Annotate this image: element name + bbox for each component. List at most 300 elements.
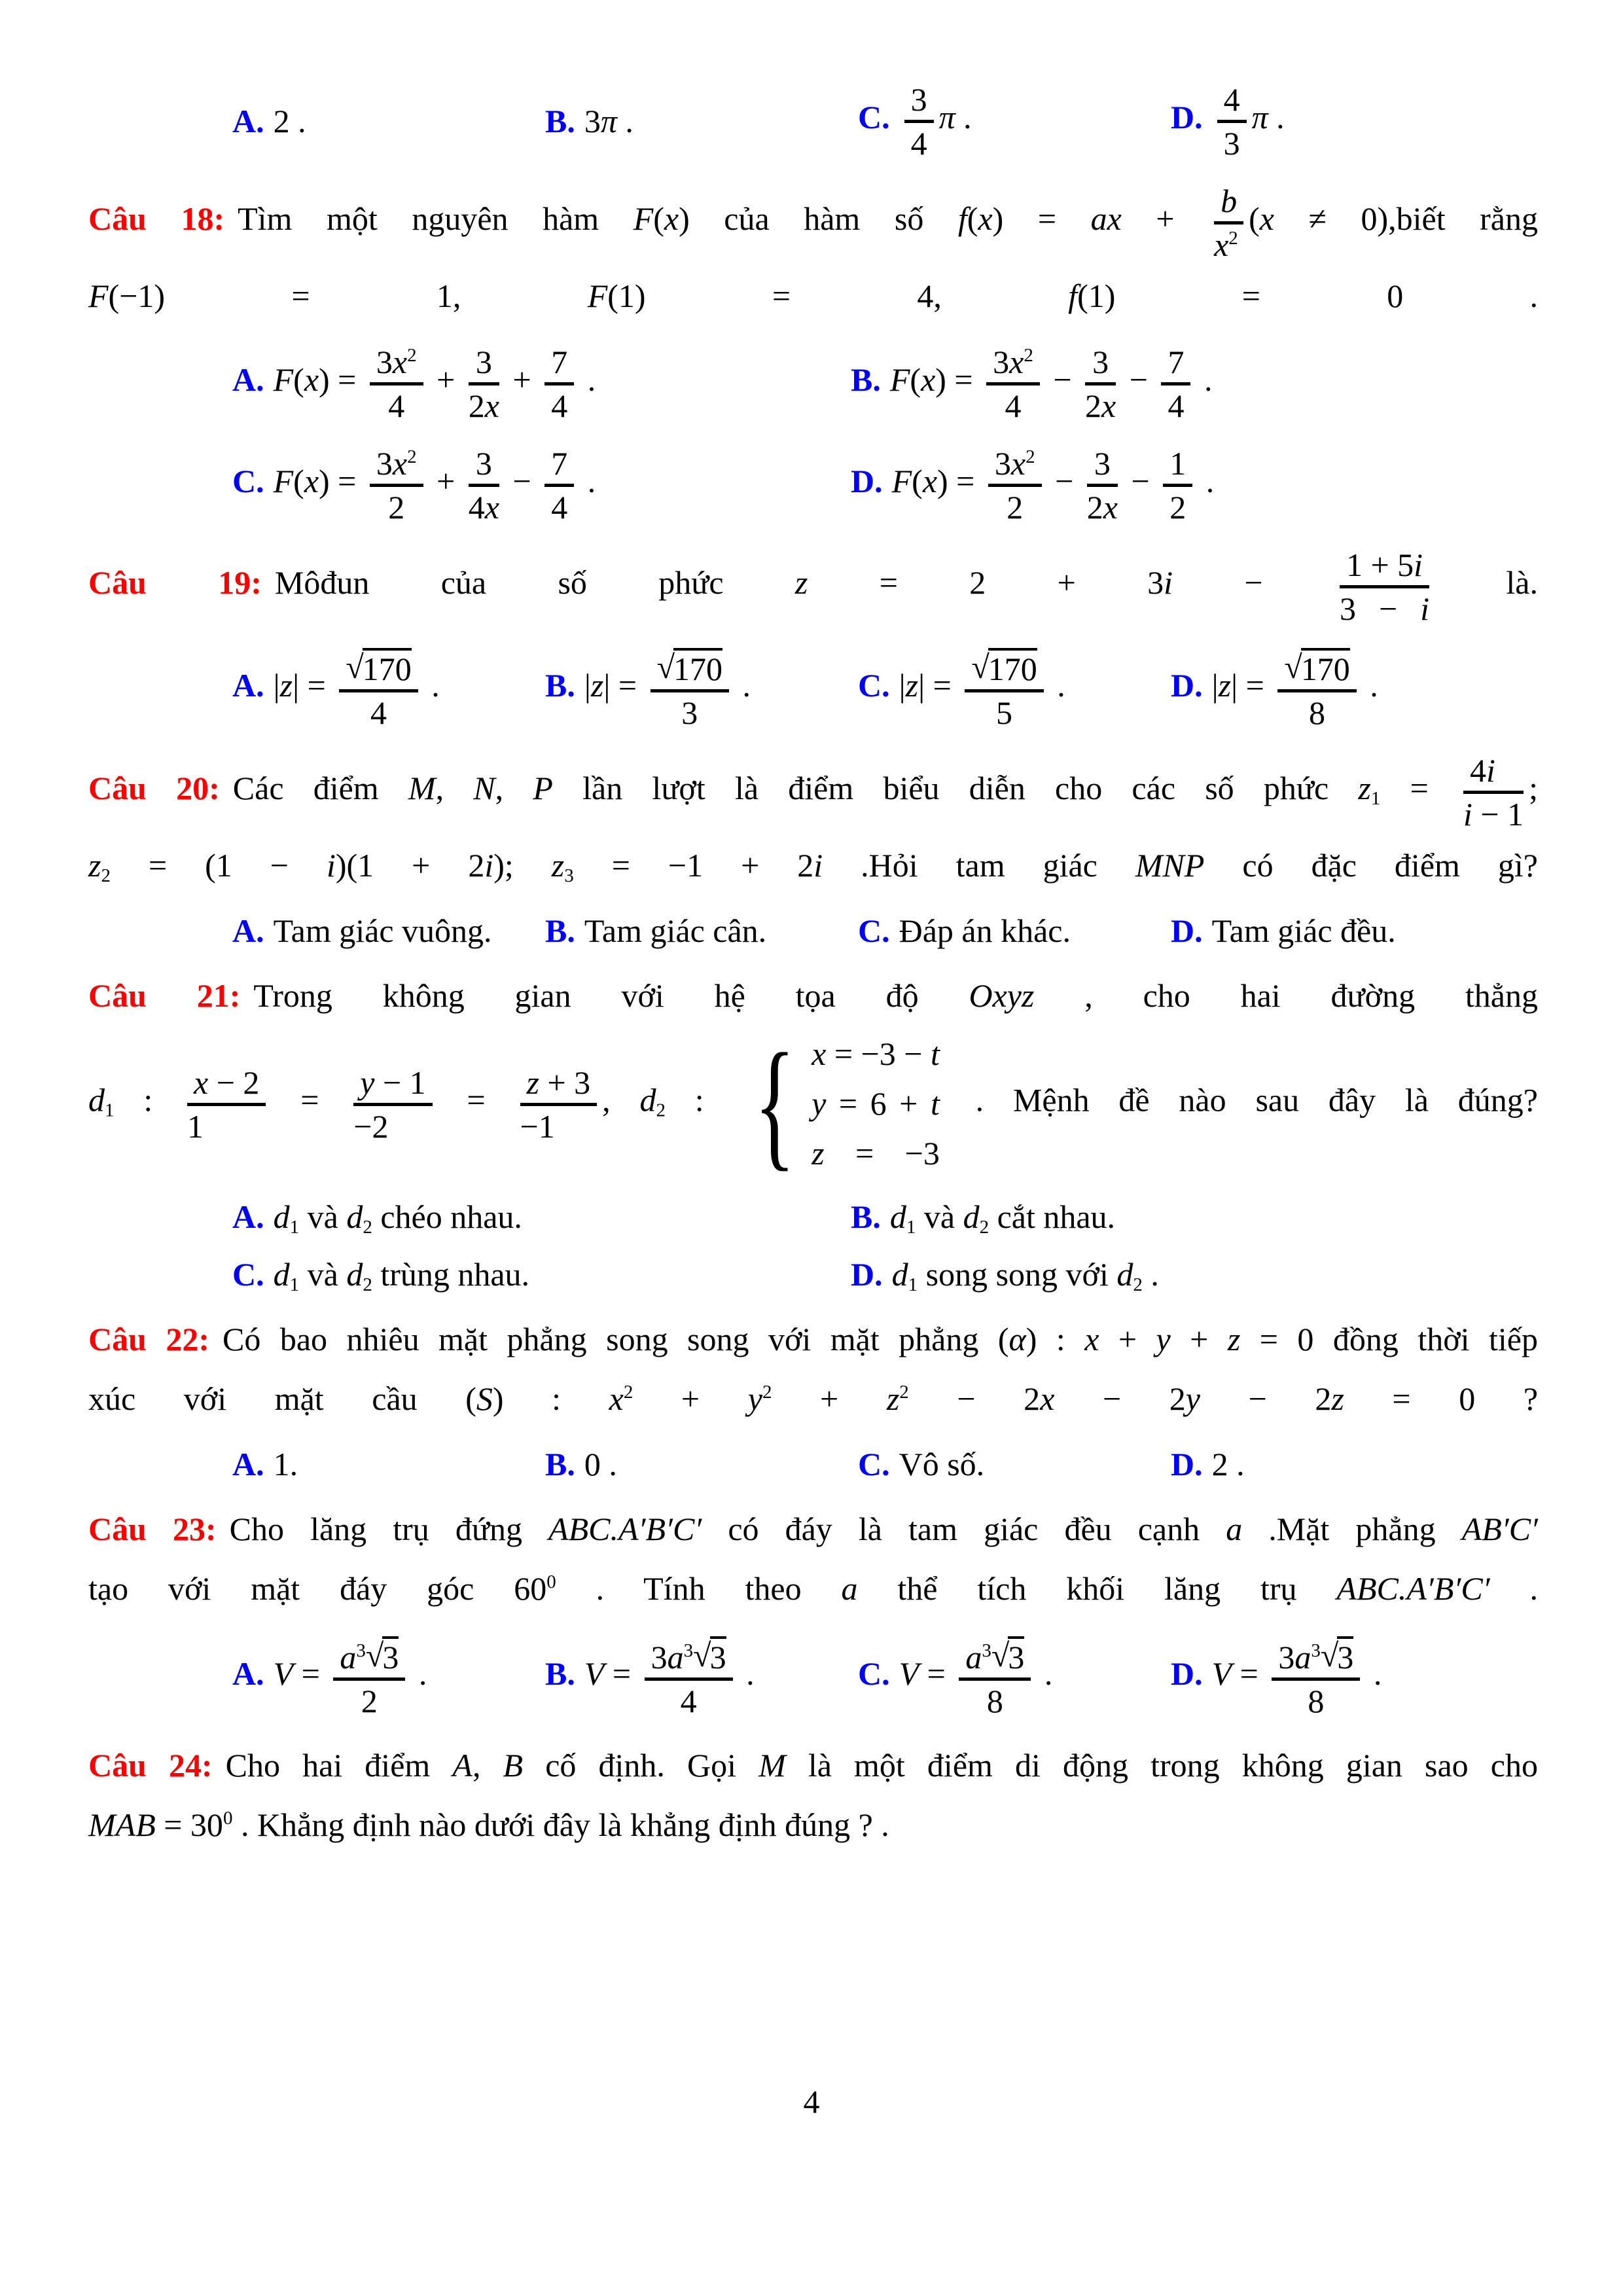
- fraction-denominator: [1087, 487, 1118, 526]
- math-text: −: [504, 462, 540, 499]
- math-variable: ABC.A′B′C′: [548, 1511, 702, 1547]
- math-text: − 2: [908, 1380, 1041, 1417]
- math-text: =: [919, 1655, 954, 1692]
- math-variable: z: [1358, 769, 1371, 806]
- fraction-denominator: [339, 692, 418, 731]
- radical-sign: √: [693, 1637, 711, 1674]
- math-variable: d: [273, 1198, 290, 1235]
- math-variable: x: [392, 445, 408, 482]
- math-text: Tam giác đều.: [1211, 912, 1396, 949]
- math-text: +: [504, 361, 540, 398]
- math-variable: x: [304, 361, 319, 398]
- math-text: ) của hàm số: [679, 200, 958, 237]
- math-variable: π: [938, 98, 955, 135]
- math-text: ) =: [937, 462, 983, 499]
- square-root: [693, 1639, 726, 1676]
- option-letter: C.: [858, 912, 890, 949]
- math-variable: i: [326, 847, 336, 884]
- math-text: 2: [1086, 489, 1103, 526]
- math-variable: x: [978, 200, 993, 237]
- math-text: thể tích khối lăng trụ: [857, 1570, 1337, 1607]
- fraction-denominator: [1085, 386, 1116, 424]
- superscript: 0: [546, 1571, 556, 1593]
- option-letter: D.: [1171, 1446, 1203, 1482]
- fraction: [1217, 80, 1247, 162]
- math-text: 8: [986, 1683, 1003, 1719]
- fraction: [469, 444, 499, 526]
- math-variable: d: [889, 1198, 906, 1235]
- math-variable: x: [1010, 445, 1026, 482]
- options-row: [88, 80, 1538, 162]
- superscript: 2: [407, 345, 417, 367]
- radicand: 3: [382, 1636, 399, 1675]
- fraction-denominator: [333, 1681, 405, 1719]
- math-text: = 2 + 3: [808, 564, 1164, 601]
- math-text: tạo với mặt đáy góc 60: [88, 1570, 547, 1607]
- math-text: 1: [187, 1107, 204, 1145]
- math-variable: V: [1211, 1655, 1232, 1692]
- fraction: [1087, 444, 1118, 526]
- fraction: [904, 80, 934, 162]
- math-variable: z: [812, 1135, 825, 1172]
- subscript: 2: [1133, 1274, 1143, 1296]
- subscript: 2: [363, 1217, 372, 1238]
- math-text: .: [1268, 98, 1285, 135]
- fraction-numerator: [1272, 1635, 1360, 1681]
- math-text: Cho lăng trụ đứng: [229, 1511, 549, 1547]
- math-variable: y: [747, 1380, 762, 1417]
- math-text: . Tính theo: [556, 1570, 842, 1607]
- math-text: 3: [681, 694, 698, 731]
- math-text: 3: [376, 344, 393, 380]
- math-variable: b: [1221, 183, 1238, 219]
- options-row: [88, 1198, 1538, 1236]
- math-text: 4: [910, 125, 927, 162]
- math-text: = −3: [824, 1135, 940, 1172]
- question-stem-line: [88, 270, 1538, 323]
- radical-sign: √: [1284, 649, 1302, 685]
- superscript: 2: [1228, 228, 1238, 249]
- math-text: .: [410, 1655, 427, 1692]
- math-text: 4: [1005, 387, 1022, 424]
- math-variable: x: [1214, 226, 1229, 263]
- math-text: .: [734, 666, 751, 704]
- math-text: Các điểm: [232, 769, 408, 806]
- math-text: 0 .: [584, 1446, 617, 1482]
- math-text: −2: [353, 1107, 389, 1145]
- options-row: [88, 342, 1538, 424]
- subscript: 1: [908, 1274, 918, 1296]
- fraction: [469, 342, 499, 424]
- math-text: (: [1249, 200, 1260, 237]
- fraction-numerator: [1163, 444, 1192, 487]
- fraction-numerator: [904, 80, 934, 123]
- fraction-numerator: [520, 1063, 597, 1106]
- math-text: . Khẳng định nào dưới đây là khẳng định đúng ? .: [232, 1806, 889, 1843]
- fraction: [965, 647, 1043, 731]
- math-text: |: [899, 666, 906, 704]
- math-text: +: [1121, 200, 1209, 237]
- fraction: [544, 444, 574, 526]
- option-letter: C.: [858, 1446, 890, 1482]
- superscript: 3: [982, 1640, 991, 1662]
- answer-option: [232, 1198, 851, 1236]
- math-variable: x: [1040, 1380, 1055, 1417]
- option-letter: C.: [232, 1256, 264, 1293]
- math-variable: AB′C′: [1461, 1511, 1538, 1547]
- square-root: [991, 1639, 1024, 1676]
- math-variable: i: [484, 847, 494, 884]
- question-stem-line: [88, 751, 1538, 833]
- math-variable: z: [279, 666, 293, 704]
- math-variable: d: [273, 1256, 290, 1293]
- math-text: 3: [1223, 125, 1240, 162]
- option-letter: C.: [858, 666, 890, 704]
- math-text: |: [584, 666, 591, 704]
- math-variable: y: [1185, 1380, 1200, 1417]
- fraction-denominator: [1277, 692, 1356, 731]
- math-text: có đáy là tam giác đều cạnh: [702, 1511, 1226, 1547]
- fraction: [520, 1063, 597, 1145]
- option-letter: D.: [851, 462, 883, 499]
- math-text: −1: [520, 1107, 555, 1145]
- options-row: [88, 647, 1538, 731]
- question: [88, 181, 1538, 526]
- math-variable: Oxyz: [969, 977, 1035, 1014]
- math-variable: MAB: [88, 1806, 156, 1843]
- options-row: [88, 1635, 1538, 1719]
- math-variable: i: [1420, 590, 1430, 627]
- fraction-denominator: [544, 487, 574, 526]
- fraction: [333, 1635, 405, 1719]
- radical-sign: √: [971, 649, 990, 685]
- math-variable: N: [473, 769, 495, 806]
- math-variable: i: [1463, 796, 1472, 833]
- fraction-numerator: [1340, 545, 1429, 588]
- math-variable: d: [346, 1198, 363, 1235]
- math-text: song song với: [918, 1256, 1117, 1293]
- math-variable: d: [88, 1081, 105, 1119]
- fraction-denominator: [1463, 794, 1524, 833]
- fraction-denominator: [904, 123, 934, 162]
- math-text: 4: [1168, 387, 1185, 424]
- math-text: 2: [1085, 387, 1102, 424]
- answer-option: [851, 444, 1214, 526]
- math-variable: a: [667, 1639, 684, 1676]
- math-variable: z: [551, 847, 565, 884]
- math-text: 3: [651, 1639, 668, 1676]
- math-text: ,: [495, 769, 533, 806]
- fraction: [988, 444, 1042, 526]
- math-text: ) =: [935, 361, 982, 398]
- fraction-denominator: [1161, 386, 1190, 424]
- math-text: 8: [1309, 694, 1326, 731]
- answer-option: [545, 912, 858, 950]
- math-text: 2: [388, 489, 405, 526]
- math-text: ,: [435, 769, 474, 806]
- question-label: Câu 23:: [88, 1511, 217, 1547]
- math-text: =: [1232, 1655, 1267, 1692]
- math-variable: F: [587, 278, 608, 314]
- math-text: −: [1044, 361, 1080, 398]
- fraction: [1340, 545, 1429, 627]
- math-variable: F: [889, 361, 910, 398]
- answer-option: [851, 1198, 1115, 1236]
- math-text: 1: [1169, 445, 1186, 482]
- options-row: [88, 1445, 1538, 1483]
- math-text: +: [1099, 1321, 1156, 1357]
- math-text: − 2: [208, 1064, 260, 1101]
- math-text: Tam giác vuông.: [273, 912, 492, 949]
- answer-option: [1171, 912, 1396, 950]
- question-label: Câu 22:: [88, 1321, 210, 1357]
- answer-option: [232, 444, 851, 526]
- math-text: .: [1365, 1655, 1382, 1692]
- superscript: 3: [1311, 1640, 1321, 1662]
- math-text: 1.: [273, 1446, 298, 1482]
- math-variable: x: [392, 344, 408, 380]
- math-text: ) =: [319, 462, 365, 499]
- fraction: [339, 647, 418, 731]
- math-text: |: [1211, 666, 1219, 704]
- fraction-numerator: [986, 342, 1040, 386]
- math-text: cố định. Gọi: [523, 1747, 759, 1784]
- radicand: 170: [673, 648, 722, 687]
- math-text: 3: [1278, 1639, 1295, 1676]
- math-variable: x: [1259, 200, 1274, 237]
- subscript: 1: [289, 1217, 300, 1238]
- math-text: Tìm một nguyên hàm: [238, 200, 633, 237]
- fraction-denominator: [965, 692, 1043, 731]
- math-text: (: [910, 361, 921, 398]
- option-letter: C.: [858, 1655, 890, 1692]
- math-text: Tam giác cân.: [584, 912, 767, 949]
- option-letter: D.: [1171, 666, 1203, 704]
- math-variable: i: [813, 847, 823, 884]
- math-text: 1 + 5: [1346, 547, 1414, 583]
- answer-option: [1171, 1635, 1382, 1719]
- math-text: − 2: [1054, 1380, 1186, 1417]
- math-text: (: [653, 200, 664, 237]
- fraction: [1161, 342, 1190, 424]
- math-variable: α: [1008, 1321, 1026, 1357]
- math-text: −: [1046, 462, 1082, 499]
- math-text: ) =: [319, 361, 365, 398]
- fraction-denominator: [986, 386, 1040, 424]
- math-variable: V: [273, 1655, 294, 1692]
- math-text: (−1) = 1,: [108, 278, 588, 314]
- fraction-denominator: [1163, 487, 1192, 526]
- superscript: 2: [1026, 446, 1035, 468]
- math-variable: x: [609, 1380, 624, 1417]
- question: [88, 545, 1538, 731]
- option-letter: B.: [545, 666, 575, 704]
- option-letter: A.: [232, 361, 264, 398]
- radical-sign: √: [656, 649, 675, 685]
- fraction-numerator: [959, 1635, 1031, 1681]
- subscript: 2: [656, 1100, 666, 1121]
- math-text: trùng nhau.: [372, 1256, 530, 1293]
- fraction-numerator: [645, 1635, 733, 1681]
- system-row: [812, 1029, 940, 1079]
- subscript: 1: [1370, 788, 1381, 810]
- math-text: (1) = 4,: [607, 278, 1069, 314]
- math-text: = −3 −: [826, 1035, 931, 1072]
- math-text: =: [437, 1081, 515, 1119]
- fraction: [959, 1635, 1031, 1719]
- math-variable: a: [1294, 1639, 1311, 1676]
- math-text: | =: [293, 666, 334, 704]
- fraction-numerator: [339, 647, 418, 692]
- answer-option: [232, 342, 851, 424]
- math-text: .: [1198, 462, 1215, 499]
- math-text: = 0 ?: [1344, 1380, 1539, 1417]
- answer-option: [232, 1445, 545, 1483]
- fraction-denominator: [469, 487, 499, 526]
- radical-sign: √: [365, 1637, 384, 1674]
- math-text: =: [1380, 769, 1458, 806]
- answer-option: [545, 1635, 858, 1719]
- question-stem-line: [88, 1739, 1538, 1792]
- math-text: 2: [1169, 489, 1186, 526]
- math-text: có đặc điểm gì?: [1204, 847, 1538, 884]
- math-text: 4: [680, 1683, 697, 1719]
- math-variable: x: [1101, 387, 1116, 424]
- math-text: và: [299, 1256, 347, 1293]
- math-text: 3: [910, 81, 927, 118]
- fraction-numerator: [1161, 342, 1190, 386]
- math-variable: V: [584, 1655, 605, 1692]
- math-variable: F: [633, 200, 654, 237]
- question: [88, 1313, 1538, 1483]
- math-text: ) :: [492, 1380, 609, 1417]
- math-variable: i: [1414, 547, 1423, 583]
- answer-option: [232, 647, 545, 731]
- math-variable: z: [1227, 1321, 1241, 1357]
- answer-option: [851, 342, 1212, 424]
- fraction: [353, 1063, 432, 1145]
- system-brace: {: [753, 1023, 796, 1183]
- math-variable: x: [664, 200, 679, 237]
- fraction: [645, 1635, 733, 1719]
- fraction: [1463, 751, 1524, 833]
- math-text: 3: [376, 445, 393, 482]
- fraction-denominator: [645, 1681, 733, 1719]
- math-variable: a: [1226, 1511, 1243, 1547]
- fraction: [187, 1063, 266, 1145]
- radicand: 170: [988, 648, 1037, 687]
- math-text: +: [1170, 1321, 1228, 1357]
- math-text: 7: [551, 344, 568, 380]
- fraction-denominator: [520, 1106, 597, 1145]
- question-stem-line: [88, 1023, 1538, 1183]
- fraction-numerator: [370, 342, 423, 386]
- question: [88, 1503, 1538, 1719]
- math-variable: z: [1331, 1380, 1344, 1417]
- math-text: .: [1036, 1655, 1053, 1692]
- subscript: 1: [289, 1274, 300, 1296]
- math-text: = 6 +: [826, 1085, 931, 1122]
- square-root: [971, 651, 1037, 687]
- math-variable: MNP: [1135, 847, 1205, 884]
- answer-option: [1171, 80, 1285, 162]
- question-stem-line: [88, 545, 1538, 627]
- math-text: ) :: [1026, 1321, 1085, 1357]
- math-variable: d: [639, 1081, 656, 1119]
- math-text: = 0 đồng thời tiếp: [1240, 1321, 1538, 1357]
- options-row: [88, 444, 1538, 526]
- math-text: 2: [468, 387, 485, 424]
- fraction-numerator: [370, 444, 423, 487]
- math-text: Vô số.: [899, 1446, 985, 1482]
- math-text: 3: [584, 102, 601, 139]
- math-text: + 3: [539, 1064, 591, 1101]
- math-variable: M: [758, 1747, 786, 1784]
- math-text: .: [579, 462, 596, 499]
- math-variable: f: [1068, 278, 1078, 314]
- math-text: −: [1173, 564, 1334, 601]
- math-text: =: [604, 1655, 639, 1692]
- subscript: 1: [105, 1100, 115, 1121]
- math-text: 7: [551, 445, 568, 482]
- math-text: ,: [602, 1081, 640, 1119]
- math-text: | =: [918, 666, 960, 704]
- fraction: [370, 444, 423, 526]
- fraction-numerator: [469, 342, 499, 386]
- math-variable: y: [812, 1085, 827, 1122]
- option-letter: B.: [851, 361, 881, 398]
- math-text: .: [1489, 1570, 1539, 1607]
- math-variable: F: [891, 462, 912, 499]
- math-variable: d: [963, 1198, 980, 1235]
- fraction-denominator: [544, 386, 574, 424]
- math-text: 3: [993, 344, 1010, 380]
- math-text: 2: [1007, 489, 1024, 526]
- math-text: +: [772, 1380, 887, 1417]
- answer-option: [1171, 1445, 1245, 1483]
- math-text: =: [271, 1081, 349, 1119]
- option-letter: A.: [232, 1198, 264, 1235]
- math-variable: x: [304, 462, 319, 499]
- math-variable: ABC.A′B′C′: [1336, 1570, 1490, 1607]
- fraction-numerator: [1214, 181, 1243, 224]
- fraction-denominator: [370, 386, 423, 424]
- square-root: [346, 651, 411, 687]
- math-text: 4: [1223, 81, 1240, 118]
- math-variable: d: [1116, 1256, 1133, 1293]
- fraction: [1085, 342, 1116, 424]
- superscript: 0: [223, 1808, 233, 1829]
- options-row: [88, 912, 1538, 950]
- math-text: 2: [361, 1683, 378, 1719]
- math-text: =: [293, 1655, 329, 1692]
- fraction-denominator: [1340, 588, 1429, 627]
- option-letter: A.: [232, 1446, 264, 1482]
- system-row: [812, 1079, 940, 1128]
- option-letter: A.: [232, 666, 264, 704]
- fraction-numerator: [544, 342, 574, 386]
- math-variable: i: [1164, 564, 1173, 601]
- answer-option: [858, 1635, 1171, 1719]
- math-text: ) =: [992, 200, 1091, 237]
- math-text: 4: [370, 694, 387, 731]
- question-label: Câu 20:: [88, 769, 220, 806]
- answer-option: [545, 102, 858, 140]
- question-label: Câu 19:: [88, 564, 262, 601]
- option-letter: B.: [545, 912, 575, 949]
- math-text: :: [665, 1081, 734, 1119]
- math-text: .Mặt phẳng: [1242, 1511, 1462, 1547]
